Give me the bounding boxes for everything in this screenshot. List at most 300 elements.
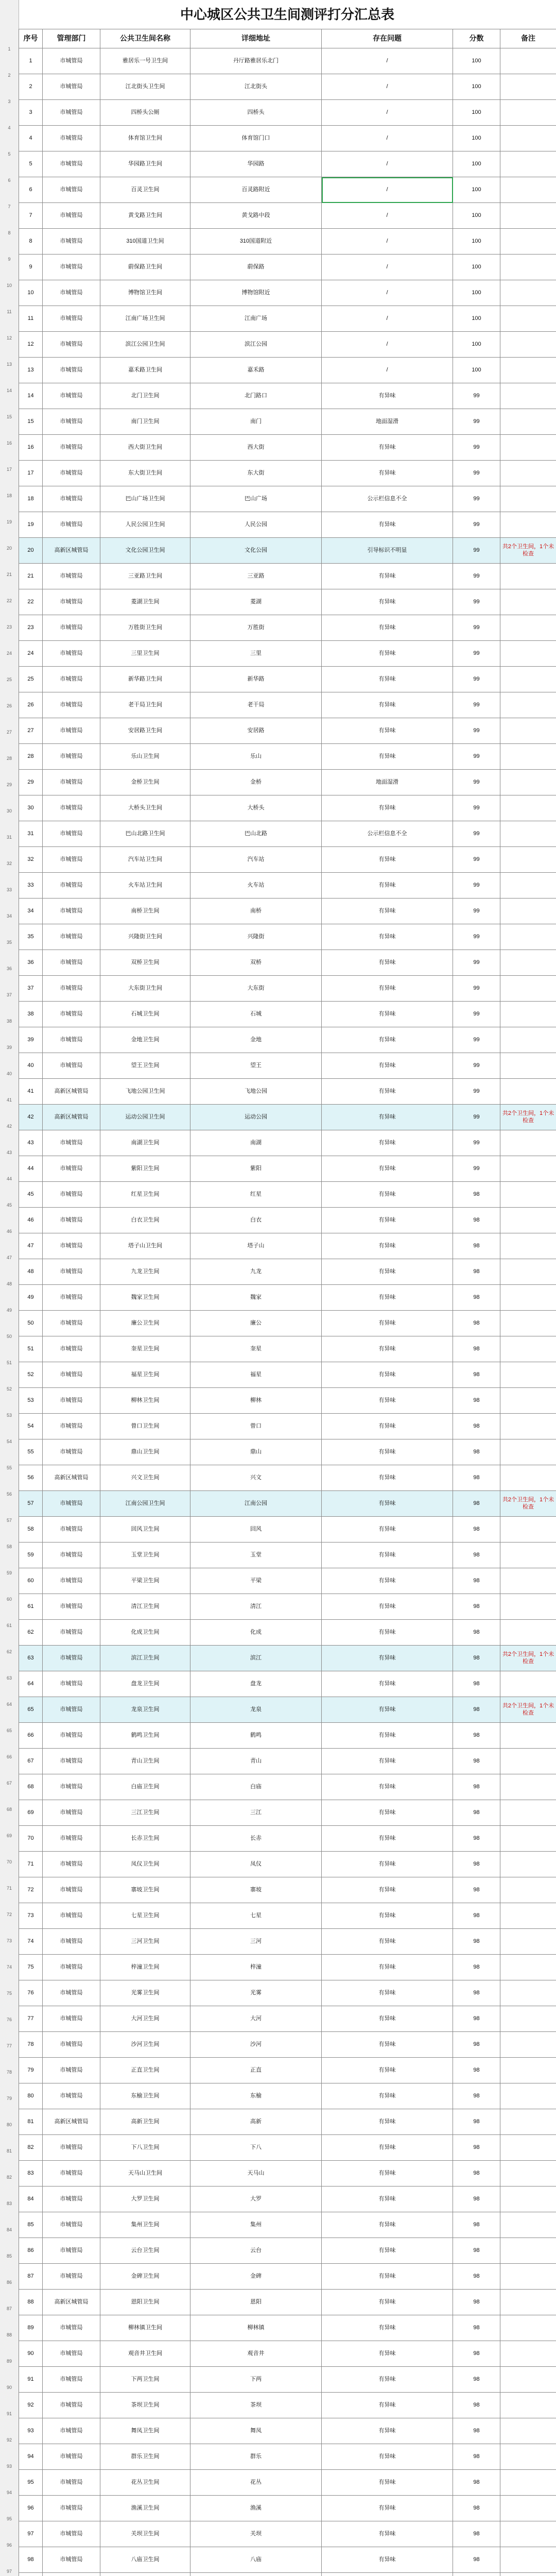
cell-score[interactable]: 100	[453, 358, 500, 383]
table-row[interactable]	[19, 203, 556, 229]
cell-no[interactable]: 21	[19, 564, 43, 589]
cell-note[interactable]	[500, 2238, 556, 2264]
table-row[interactable]	[19, 1311, 556, 1336]
cell-dept[interactable]: 市城管局	[43, 1156, 100, 1182]
cell-address[interactable]: 兴隆街	[190, 924, 322, 950]
cell-issue[interactable]: 有异味	[322, 1105, 453, 1130]
cell-score[interactable]: 100	[453, 332, 500, 358]
cell-issue[interactable]: 有异味	[322, 435, 453, 461]
cell-issue[interactable]: 地面湿滑	[322, 770, 453, 795]
table-row[interactable]	[19, 1285, 556, 1311]
cell-name[interactable]: 塔子山卫生间	[100, 1233, 190, 1259]
cell-name[interactable]: 玉堂卫生间	[100, 1543, 190, 1568]
table-row[interactable]	[19, 2496, 556, 2521]
cell-issue[interactable]: 有异味	[322, 1285, 453, 1311]
cell-score[interactable]	[453, 2573, 500, 2576]
cell-note[interactable]	[500, 1568, 556, 1594]
cell-issue[interactable]: 有异味	[322, 1594, 453, 1620]
cell-no[interactable]: 81	[19, 2109, 43, 2135]
table-row[interactable]	[19, 2264, 556, 2290]
table-row[interactable]	[19, 538, 556, 564]
cell-score[interactable]: 98	[453, 1749, 500, 1774]
cell-address[interactable]: 九龙	[190, 1259, 322, 1285]
cell-issue[interactable]: 有异味	[322, 641, 453, 667]
cell-address[interactable]: 南门	[190, 409, 322, 435]
cell-issue[interactable]: 公示栏信息不全	[322, 821, 453, 847]
cell-dept[interactable]: 市城管局	[43, 1491, 100, 1517]
table-row[interactable]	[19, 2161, 556, 2187]
cell-issue[interactable]: 有异味	[322, 2032, 453, 2058]
cell-no[interactable]: 31	[19, 821, 43, 847]
cell-score[interactable]: 98	[453, 1826, 500, 1852]
cell-issue[interactable]: 公示栏信息不全	[322, 486, 453, 512]
cell-no[interactable]: 7	[19, 203, 43, 229]
cell-dept[interactable]: 市城管局	[43, 976, 100, 1002]
cell-dept[interactable]: 高新区城管局	[43, 538, 100, 564]
cell-name[interactable]: 大河卫生间	[100, 2006, 190, 2032]
table-row[interactable]	[19, 1233, 556, 1259]
cell-note[interactable]	[500, 1980, 556, 2006]
cell-issue[interactable]: 有异味	[322, 1233, 453, 1259]
cell-name[interactable]: 巴山北路卫生间	[100, 821, 190, 847]
cell-address[interactable]: 奎星	[190, 1336, 322, 1362]
table-row[interactable]	[19, 48, 556, 74]
cell-no[interactable]: 1	[19, 48, 43, 74]
cell-name[interactable]: 汽车站卫生间	[100, 847, 190, 873]
cell-dept[interactable]: 市城管局	[43, 332, 100, 358]
cell-note[interactable]	[500, 2573, 556, 2576]
cell-issue[interactable]: 有异味	[322, 2393, 453, 2418]
cell-address[interactable]: 红星	[190, 1182, 322, 1208]
cell-no[interactable]: 80	[19, 2083, 43, 2109]
cell-dept[interactable]: 市城管局	[43, 435, 100, 461]
cell-issue[interactable]: 有异味	[322, 2083, 453, 2109]
cell-issue[interactable]: 有异味	[322, 1646, 453, 1671]
cell-score[interactable]: 99	[453, 1130, 500, 1156]
cell-address[interactable]: 运动公园	[190, 1105, 322, 1130]
table-row[interactable]	[19, 615, 556, 641]
cell-note[interactable]	[500, 1079, 556, 1105]
table-row[interactable]	[19, 821, 556, 847]
cell-note[interactable]	[500, 255, 556, 280]
cell-note[interactable]	[500, 692, 556, 718]
cell-note[interactable]	[500, 924, 556, 950]
cell-no[interactable]: 2	[19, 74, 43, 100]
cell-note[interactable]	[500, 1723, 556, 1749]
table-row[interactable]	[19, 1852, 556, 1877]
cell-score[interactable]: 99	[453, 1027, 500, 1053]
cell-issue[interactable]: 有异味	[322, 2315, 453, 2341]
cell-dept[interactable]: 市城管局	[43, 2135, 100, 2161]
cell-score[interactable]: 99	[453, 435, 500, 461]
cell-dept[interactable]: 市城管局	[43, 1800, 100, 1826]
table-row[interactable]	[19, 1208, 556, 1233]
cell-score[interactable]: 100	[453, 203, 500, 229]
cell-issue[interactable]: 有异味	[322, 1311, 453, 1336]
cell-dept[interactable]: 市城管局	[43, 2083, 100, 2109]
cell-note[interactable]	[500, 718, 556, 744]
cell-issue[interactable]: 有异味	[322, 795, 453, 821]
cell-name[interactable]: 大桥头卫生间	[100, 795, 190, 821]
cell-name[interactable]: 望王卫生间	[100, 1053, 190, 1079]
cell-dept[interactable]: 市城管局	[43, 1208, 100, 1233]
cell-address[interactable]: 关坝	[190, 2521, 322, 2547]
cell-name[interactable]: 巴山广场卫生间	[100, 486, 190, 512]
cell-name[interactable]: 福星卫生间	[100, 1362, 190, 1388]
cell-issue[interactable]: 有异味	[322, 692, 453, 718]
cell-address[interactable]: 大东街	[190, 976, 322, 1002]
cell-dept[interactable]: 市城管局	[43, 667, 100, 692]
table-row[interactable]	[19, 332, 556, 358]
cell-name[interactable]: 沙河卫生间	[100, 2032, 190, 2058]
cell-issue[interactable]: 有异味	[322, 1388, 453, 1414]
cell-address[interactable]: 八庙	[190, 2547, 322, 2573]
cell-score[interactable]: 98	[453, 1955, 500, 1980]
cell-note[interactable]	[500, 821, 556, 847]
table-row[interactable]	[19, 2058, 556, 2083]
table-row[interactable]	[19, 1568, 556, 1594]
cell-address[interactable]: 巴山广场	[190, 486, 322, 512]
cell-address[interactable]: 华园路	[190, 151, 322, 177]
cell-no[interactable]: 87	[19, 2264, 43, 2290]
cell-dept[interactable]: 市城管局	[43, 229, 100, 255]
cell-no[interactable]: 8	[19, 229, 43, 255]
cell-no[interactable]: 61	[19, 1594, 43, 1620]
cell-score[interactable]: 98	[453, 1852, 500, 1877]
cell-address[interactable]: 东大街	[190, 461, 322, 486]
cell-note[interactable]	[500, 1620, 556, 1646]
cell-no[interactable]: 59	[19, 1543, 43, 1568]
cell-score[interactable]: 98	[453, 2444, 500, 2470]
cell-no[interactable]: 88	[19, 2290, 43, 2315]
cell-name[interactable]: 乐山卫生间	[100, 744, 190, 770]
cell-score[interactable]: 98	[453, 2187, 500, 2212]
cell-note[interactable]	[500, 1414, 556, 1439]
cell-no[interactable]: 44	[19, 1156, 43, 1182]
cell-no[interactable]: 73	[19, 1903, 43, 1929]
cell-no[interactable]: 70	[19, 1826, 43, 1852]
cell-issue[interactable]: 有异味	[322, 667, 453, 692]
cell-no[interactable]: 15	[19, 409, 43, 435]
cell-no[interactable]: 68	[19, 1774, 43, 1800]
cell-address[interactable]: 安居路	[190, 718, 322, 744]
table-row[interactable]	[19, 280, 556, 306]
cell-note[interactable]	[500, 1877, 556, 1903]
cell-issue[interactable]: 有异味	[322, 1671, 453, 1697]
table-row[interactable]	[19, 1929, 556, 1955]
cell-dept[interactable]: 市城管局	[43, 2547, 100, 2573]
cell-note[interactable]	[500, 1285, 556, 1311]
cell-name[interactable]: 双桥卫生间	[100, 950, 190, 976]
cell-name[interactable]: 石城卫生间	[100, 1002, 190, 1027]
cell-score[interactable]: 98	[453, 2393, 500, 2418]
cell-note[interactable]	[500, 744, 556, 770]
cell-dept[interactable]: 市城管局	[43, 1568, 100, 1594]
cell-address[interactable]: 梓潼	[190, 1955, 322, 1980]
cell-no[interactable]: 96	[19, 2496, 43, 2521]
cell-score[interactable]: 99	[453, 744, 500, 770]
cell-score[interactable]: 98	[453, 1671, 500, 1697]
cell-issue[interactable]: 有异味	[322, 950, 453, 976]
table-row[interactable]	[19, 1130, 556, 1156]
cell-note[interactable]	[500, 203, 556, 229]
cell-issue[interactable]: 有异味	[322, 1130, 453, 1156]
cell-address[interactable]: 白庙	[190, 1774, 322, 1800]
table-row[interactable]	[19, 2187, 556, 2212]
cell-no[interactable]: 13	[19, 358, 43, 383]
cell-no[interactable]: 36	[19, 950, 43, 976]
cell-note[interactable]	[500, 1336, 556, 1362]
cell-score[interactable]: 100	[453, 151, 500, 177]
cell-name[interactable]: 盘龙卫生间	[100, 1671, 190, 1697]
cell-address[interactable]: 清江	[190, 1594, 322, 1620]
cell-score[interactable]: 98	[453, 1929, 500, 1955]
cell-score[interactable]: 98	[453, 2521, 500, 2547]
cell-issue[interactable]: 有异味	[322, 2547, 453, 2573]
cell-name[interactable]: 正直卫生间	[100, 2058, 190, 2083]
cell-dept[interactable]: 市城管局	[43, 2367, 100, 2393]
cell-address[interactable]: 汽车站	[190, 847, 322, 873]
cell-note[interactable]	[500, 229, 556, 255]
cell-name[interactable]: 博物馆卫生间	[100, 280, 190, 306]
cell-issue[interactable]: 有异味	[322, 899, 453, 924]
cell-note[interactable]	[500, 177, 556, 203]
cell-address[interactable]: 玉堂	[190, 1543, 322, 1568]
cell-name[interactable]: 百灵卫生间	[100, 177, 190, 203]
cell-address[interactable]: 双桥	[190, 950, 322, 976]
cell-address[interactable]: 菱湖	[190, 589, 322, 615]
cell-address[interactable]: 鼎山	[190, 1439, 322, 1465]
cell-address[interactable]: 光雾	[190, 1980, 322, 2006]
table-row[interactable]	[19, 2109, 556, 2135]
cell-score[interactable]: 98	[453, 2367, 500, 2393]
cell-name[interactable]: 大罗卫生间	[100, 2187, 190, 2212]
cell-score[interactable]: 98	[453, 2496, 500, 2521]
cell-dept[interactable]: 市城管局	[43, 2187, 100, 2212]
cell-issue[interactable]: /	[322, 229, 453, 255]
cell-issue[interactable]: 有异味	[322, 924, 453, 950]
cell-score[interactable]: 100	[453, 74, 500, 100]
cell-score[interactable]: 98	[453, 1646, 500, 1671]
cell-address[interactable]: 三河	[190, 1929, 322, 1955]
cell-address[interactable]: 下两	[190, 2367, 322, 2393]
cell-name[interactable]: 柳林卫生间	[100, 1388, 190, 1414]
cell-issue[interactable]: 有异味	[322, 718, 453, 744]
cell-address[interactable]: 长赤	[190, 1826, 322, 1852]
cell-no[interactable]: 66	[19, 1723, 43, 1749]
cell-issue[interactable]: 有异味	[322, 873, 453, 899]
cell-note[interactable]	[500, 2187, 556, 2212]
cell-address[interactable]	[190, 2573, 322, 2576]
cell-note[interactable]	[500, 2161, 556, 2187]
table-row[interactable]	[19, 1182, 556, 1208]
cell-note[interactable]	[500, 1800, 556, 1826]
cell-name[interactable]: 平梁卫生间	[100, 1568, 190, 1594]
cell-dept[interactable]: 市城管局	[43, 1723, 100, 1749]
cell-address[interactable]: 回风	[190, 1517, 322, 1543]
cell-no[interactable]: 94	[19, 2444, 43, 2470]
cell-name[interactable]: 滨江公园卫生间	[100, 332, 190, 358]
cell-note[interactable]	[500, 332, 556, 358]
cell-no[interactable]: 27	[19, 718, 43, 744]
cell-issue[interactable]: /	[322, 306, 453, 332]
table-row[interactable]	[19, 151, 556, 177]
table-row[interactable]	[19, 2290, 556, 2315]
cell-note[interactable]	[500, 1903, 556, 1929]
cell-note[interactable]: 共2个卫生间，1个未检查	[500, 1697, 556, 1723]
cell-dept[interactable]: 市城管局	[43, 2058, 100, 2083]
cell-no[interactable]: 45	[19, 1182, 43, 1208]
cell-address[interactable]: 江南广场	[190, 306, 322, 332]
cell-name[interactable]: 下两卫生间	[100, 2367, 190, 2393]
cell-note[interactable]	[500, 151, 556, 177]
table-row[interactable]	[19, 2470, 556, 2496]
cell-dept[interactable]: 市城管局	[43, 899, 100, 924]
cell-address[interactable]: 西大街	[190, 435, 322, 461]
cell-note[interactable]	[500, 486, 556, 512]
cell-address[interactable]: 寨坡	[190, 1877, 322, 1903]
cell-no[interactable]: 37	[19, 976, 43, 1002]
cell-name[interactable]: 化成卫生间	[100, 1620, 190, 1646]
cell-no[interactable]: 11	[19, 306, 43, 332]
cell-score[interactable]: 99	[453, 564, 500, 589]
cell-note[interactable]	[500, 564, 556, 589]
cell-issue[interactable]: 有异味	[322, 2212, 453, 2238]
cell-score[interactable]: 99	[453, 615, 500, 641]
cell-dept[interactable]: 市城管局	[43, 100, 100, 126]
cell-issue[interactable]: /	[322, 358, 453, 383]
table-row[interactable]	[19, 358, 556, 383]
cell-address[interactable]: 蔚保路	[190, 255, 322, 280]
cell-no[interactable]: 43	[19, 1130, 43, 1156]
cell-score[interactable]: 99	[453, 512, 500, 538]
cell-dept[interactable]: 市城管局	[43, 383, 100, 409]
cell-dept[interactable]: 市城管局	[43, 461, 100, 486]
table-row[interactable]	[19, 2521, 556, 2547]
cell-no[interactable]: 29	[19, 770, 43, 795]
cell-name[interactable]	[100, 2573, 190, 2576]
cell-address[interactable]: 集州	[190, 2212, 322, 2238]
table-row[interactable]	[19, 1826, 556, 1852]
cell-no[interactable]: 24	[19, 641, 43, 667]
cell-address[interactable]: 百灵路附近	[190, 177, 322, 203]
cell-no[interactable]: 91	[19, 2367, 43, 2393]
cell-note[interactable]	[500, 512, 556, 538]
cell-no[interactable]: 86	[19, 2238, 43, 2264]
cell-address[interactable]: 青山	[190, 1749, 322, 1774]
cell-issue[interactable]: 有异味	[322, 615, 453, 641]
cell-score[interactable]: 98	[453, 1439, 500, 1465]
cell-issue[interactable]: 地面湿滑	[322, 409, 453, 435]
cell-issue[interactable]: 有异味	[322, 1208, 453, 1233]
cell-score[interactable]: 100	[453, 306, 500, 332]
cell-dept[interactable]: 市城管局	[43, 1130, 100, 1156]
cell-dept[interactable]: 市城管局	[43, 795, 100, 821]
cell-name[interactable]: 舞凤卫生间	[100, 2418, 190, 2444]
cell-name[interactable]: 南湖卫生间	[100, 1130, 190, 1156]
cell-dept[interactable]: 市城管局	[43, 589, 100, 615]
cell-no[interactable]: 76	[19, 1980, 43, 2006]
table-row[interactable]	[19, 847, 556, 873]
cell-dept[interactable]: 市城管局	[43, 1697, 100, 1723]
cell-name[interactable]: 高新卫生间	[100, 2109, 190, 2135]
cell-name[interactable]: 云台卫生间	[100, 2238, 190, 2264]
cell-dept[interactable]: 市城管局	[43, 2521, 100, 2547]
cell-dept[interactable]: 市城管局	[43, 744, 100, 770]
cell-issue[interactable]: 有异味	[322, 2496, 453, 2521]
cell-address[interactable]: 310国道附近	[190, 229, 322, 255]
cell-issue[interactable]: 有异味	[322, 1877, 453, 1903]
cell-name[interactable]: 恩阳卫生间	[100, 2290, 190, 2315]
cell-address[interactable]: 人民公园	[190, 512, 322, 538]
cell-dept[interactable]: 市城管局	[43, 1774, 100, 1800]
cell-dept[interactable]: 市城管局	[43, 1439, 100, 1465]
cell-score[interactable]: 98	[453, 1620, 500, 1646]
cell-dept[interactable]: 市城管局	[43, 2238, 100, 2264]
cell-score[interactable]: 98	[453, 2547, 500, 2573]
cell-dept[interactable]: 市城管局	[43, 1543, 100, 1568]
cell-score[interactable]: 99	[453, 1002, 500, 1027]
cell-no[interactable]: 6	[19, 177, 43, 203]
table-row[interactable]	[19, 383, 556, 409]
cell-note[interactable]	[500, 2521, 556, 2547]
table-row[interactable]	[19, 1002, 556, 1027]
cell-address[interactable]: 江北街头	[190, 74, 322, 100]
cell-no[interactable]: 18	[19, 486, 43, 512]
table-row[interactable]	[19, 1980, 556, 2006]
cell-score[interactable]: 100	[453, 280, 500, 306]
cell-note[interactable]	[500, 1465, 556, 1491]
cell-score[interactable]: 98	[453, 1311, 500, 1336]
cell-name[interactable]: 运动公园卫生间	[100, 1105, 190, 1130]
cell-name[interactable]: 飞地公园卫生间	[100, 1079, 190, 1105]
cell-address[interactable]: 飞地公园	[190, 1079, 322, 1105]
table-row[interactable]	[19, 229, 556, 255]
cell-name[interactable]: 火车站卫生间	[100, 873, 190, 899]
cell-issue[interactable]: 有异味	[322, 2470, 453, 2496]
table-row[interactable]	[19, 1465, 556, 1491]
cell-no[interactable]: 26	[19, 692, 43, 718]
table-row[interactable]	[19, 1955, 556, 1980]
cell-no[interactable]: 69	[19, 1800, 43, 1826]
cell-dept[interactable]: 市城管局	[43, 564, 100, 589]
table-row[interactable]	[19, 2135, 556, 2161]
cell-issue[interactable]: /	[322, 332, 453, 358]
cell-address[interactable]: 兴文	[190, 1465, 322, 1491]
cell-dept[interactable]: 市城管局	[43, 847, 100, 873]
cell-name[interactable]: 柳林镇卫生间	[100, 2315, 190, 2341]
cell-note[interactable]	[500, 899, 556, 924]
cell-note[interactable]	[500, 1053, 556, 1079]
cell-score[interactable]: 98	[453, 1491, 500, 1517]
table-row[interactable]	[19, 1439, 556, 1465]
cell-no[interactable]: 3	[19, 100, 43, 126]
cell-address[interactable]: 丹厅路雅居乐北门	[190, 48, 322, 74]
cell-name[interactable]: 集州卫生间	[100, 2212, 190, 2238]
cell-note[interactable]	[500, 1002, 556, 1027]
cell-issue[interactable]: 有异味	[322, 2058, 453, 2083]
table-row[interactable]	[19, 1027, 556, 1053]
cell-no[interactable]: 62	[19, 1620, 43, 1646]
cell-note[interactable]	[500, 1929, 556, 1955]
cell-dept[interactable]: 高新区城管局	[43, 1079, 100, 1105]
cell-issue[interactable]: 有异味	[322, 1774, 453, 1800]
cell-note[interactable]	[500, 770, 556, 795]
cell-score[interactable]: 99	[453, 899, 500, 924]
table-row[interactable]	[19, 435, 556, 461]
cell-name[interactable]: 新华路卫生间	[100, 667, 190, 692]
cell-dept[interactable]: 市城管局	[43, 486, 100, 512]
